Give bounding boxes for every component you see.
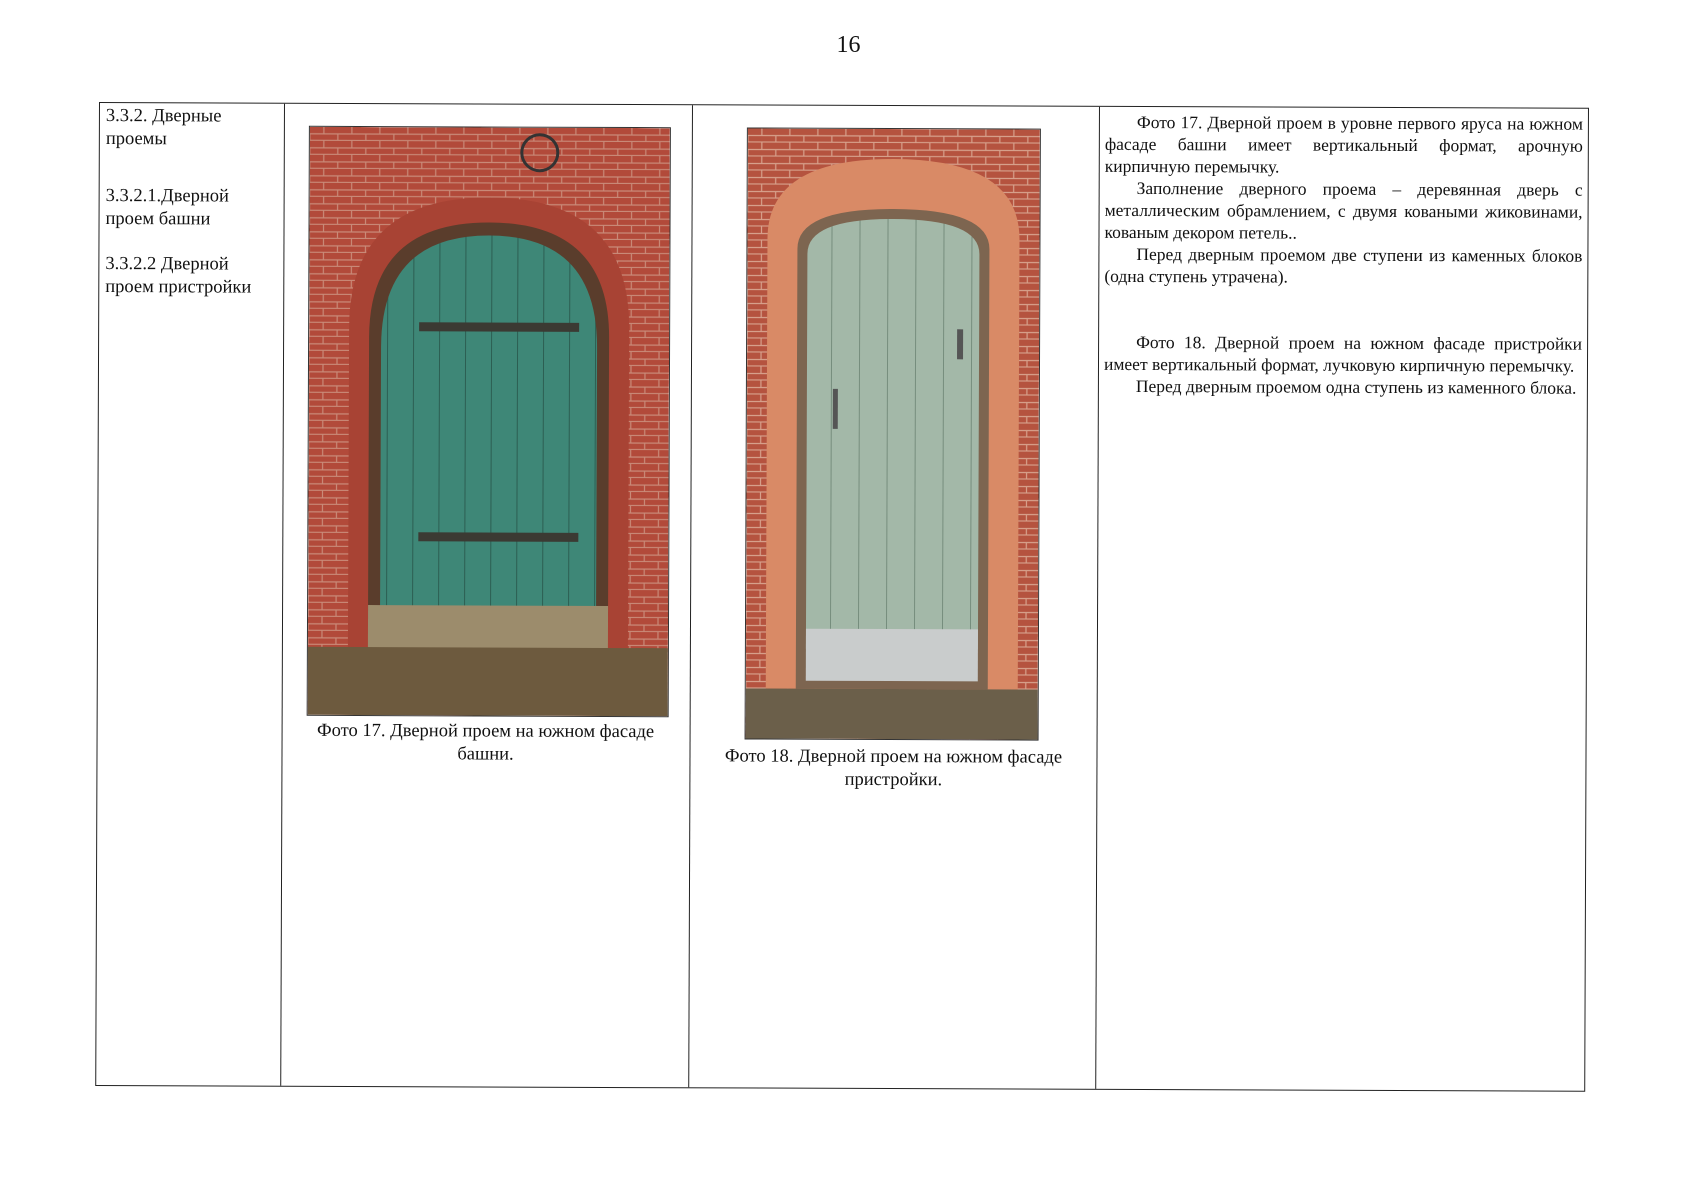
description-photo-18: Фото 18. Дверной проем на южном фасаде пристройки имеет вертикальный формат, лучковую кирпичную перемычку. <box>1103 331 1583 376</box>
subsection-annex-door: 3.3.2.2 Дверной проем пристройки <box>105 254 252 298</box>
photo-18-caption: Фото 18. Дверной проем на южном фасаде пристройки. <box>724 746 1063 791</box>
document-table <box>95 102 1589 1092</box>
photo-17-column <box>280 104 692 1088</box>
description-steps: Перед дверным проемом две ступени из каменных блоков (одна ступень утрачена). <box>1104 243 1583 287</box>
photo-17-tower-door <box>307 126 671 717</box>
description-photo-17: Фото 17. Дверной проем в уровне первого яруса на южном фасаде башни имеет вертикальный формат, арочную кирпичную перемычку. <box>1104 111 1583 177</box>
description-door-fill: Заполнение дверного проема – деревянная дверь с металлическим обрамлением, с двумя коваными жиковинами, кованым декором петель.. <box>1104 177 1583 243</box>
section-heading: 3.3.2. Дверные проемы <box>105 106 222 150</box>
photo-17-caption: Фото 17. Дверной проем на южном фасаде башни. <box>316 720 655 765</box>
description-annex-step: Перед дверным проемом одна ступень из каменного блока. <box>1135 375 1577 398</box>
section-column <box>96 103 284 1086</box>
subsection-tower-door: 3.3.2.1.Дверной проем башни <box>105 186 229 230</box>
photo-18-column <box>688 105 1099 1089</box>
description-column <box>1095 107 1588 1091</box>
photo-18-annex-door <box>745 127 1041 740</box>
page-number: 16 <box>836 32 861 58</box>
